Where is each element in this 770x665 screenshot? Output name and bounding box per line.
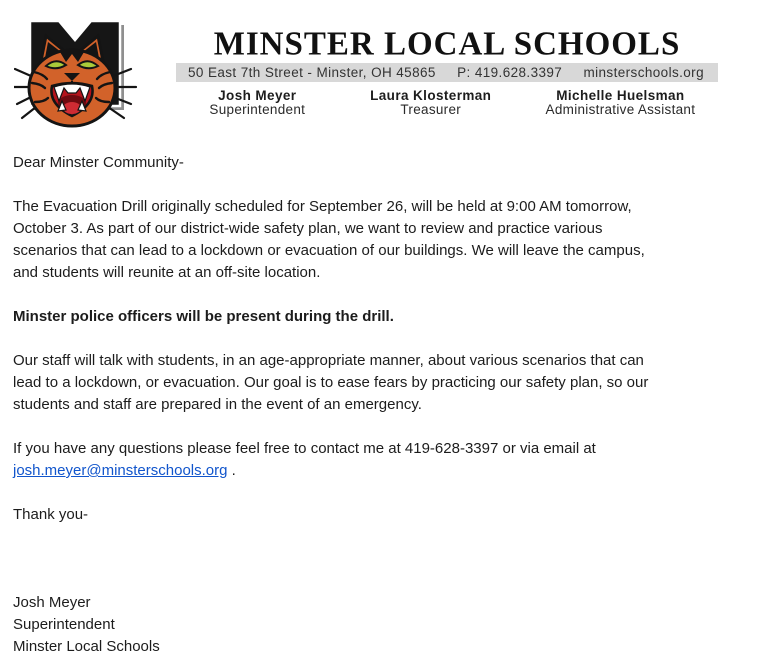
school-title: MINSTER LOCAL SCHOOLS	[213, 25, 681, 63]
paragraph-line: students and staff are prepared in the event of an emergency.	[13, 396, 422, 413]
website-text: minsterschools.org	[583, 65, 704, 80]
staff-superintendent	[176, 89, 339, 117]
staff-name: Michelle Huelsman	[556, 88, 685, 103]
email-line	[13, 460, 733, 482]
salutation-text: Dear Minster Community-	[13, 154, 184, 171]
staff-title: Treasurer	[400, 102, 462, 117]
paragraph-line: The Evacuation Drill originally scheduled for September 26, will be held at 9:00 AM tomorrow,	[13, 198, 632, 215]
signature-block	[13, 592, 733, 658]
staff-title: Superintendent	[209, 102, 306, 117]
wildcat-logo-graphic	[14, 10, 140, 130]
bold-statement-text: Minster police officers will be present during the drill.	[13, 308, 394, 325]
paragraph-staff-talk	[13, 350, 733, 416]
after-email-text: .	[227, 462, 236, 479]
staff-title: Administrative Assistant	[545, 102, 696, 117]
paragraph-line: and students will reunite at an off-site location.	[13, 264, 321, 281]
staff-name: Laura Klosterman	[370, 88, 492, 103]
staff-treasurer	[339, 89, 523, 117]
email-link[interactable]: josh.meyer@minsterschools.org	[13, 462, 228, 479]
signature-name: Josh Meyer	[13, 594, 91, 611]
staff-admin-assistant	[523, 89, 718, 117]
signature-title: Superintendent	[13, 616, 115, 633]
letterhead	[176, 0, 718, 117]
paragraph-line: Our staff will talk with students, in an age-appropriate manner, about various scenarios that can	[13, 352, 644, 369]
phone-number: P: 419.628.3397	[457, 65, 563, 80]
wildcat-mascot-logo	[14, 10, 140, 130]
contact-line: If you have any questions please feel free to contact me at 419-628-3397 or via email at	[13, 440, 596, 457]
staff-row	[176, 89, 718, 117]
paragraph-line: October 3. As part of our district-wide safety plan, we want to review and practice various	[13, 220, 603, 237]
closing	[13, 504, 733, 526]
address-bar	[176, 63, 718, 82]
paragraph-line: scenarios that can lead to a lockdown or evacuation of our buildings. We will leave the campus,	[13, 242, 645, 259]
signature-org: Minster Local Schools	[13, 638, 160, 655]
police-presence-statement	[13, 306, 733, 328]
staff-name: Josh Meyer	[218, 88, 297, 103]
closing-text: Thank you-	[13, 506, 89, 523]
paragraph-contact	[13, 438, 733, 482]
letter-body	[13, 152, 733, 658]
paragraph-line: lead to a lockdown, or evacuation. Our goal is to ease fears by practicing our safety plan, so our	[13, 374, 649, 391]
paragraph-evacuation-drill	[13, 196, 733, 284]
salutation	[13, 152, 733, 174]
street-address: 50 East 7th Street - Minster, OH 45865	[188, 65, 436, 80]
